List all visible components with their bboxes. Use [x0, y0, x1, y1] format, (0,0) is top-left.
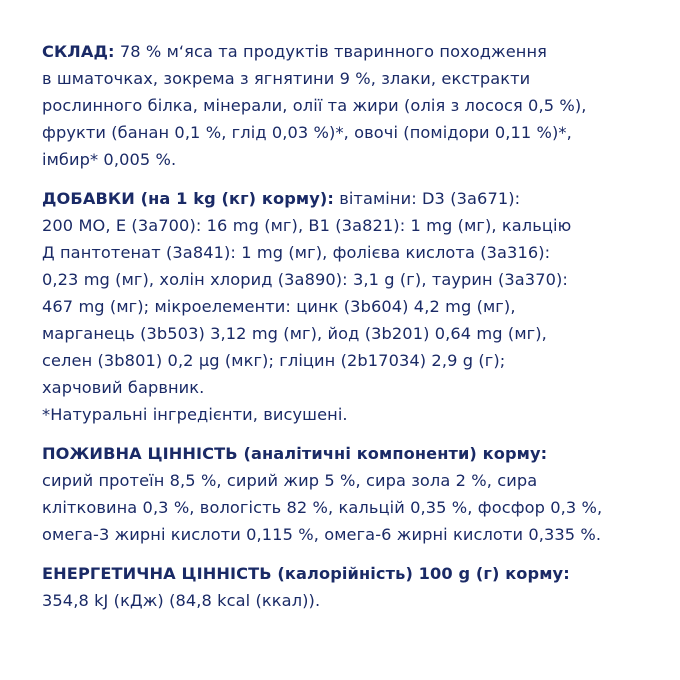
- additives-section: [42, 185, 662, 428]
- additives-line: [42, 266, 662, 293]
- composition-text: рослинного білка, мінерали, олії та жири (олія з лосося 0,5 %),: [42, 96, 587, 115]
- composition-line: [42, 119, 662, 146]
- additives-text: селен (3b801) 0,2 µg (мкг); гліцин (2b17034) 2,9 g (г);: [42, 351, 506, 370]
- composition-line: [42, 146, 662, 173]
- nutritional-text: омега-3 жирні кислоти 0,115 %, омега-6 жирні кислоти 0,335 %.: [42, 525, 602, 544]
- additives-text: марганець (3b503) 3,12 mg (мг), йод (3b201) 0,64 mg (мг),: [42, 324, 547, 343]
- composition-text: в шматочках, зокрема з ягнятини 9 %, злаки, екстракти: [42, 69, 531, 88]
- additives-text: Д пантотенат (3a841): 1 mg (мг), фолієва кислота (3a316):: [42, 243, 551, 262]
- additives-line: [42, 320, 662, 347]
- composition-text: фрукти (банан 0,1 %, глід 0,03 %)*, овочі (помідори 0,11 %)*,: [42, 123, 572, 142]
- footnote-natural-ingredients: [42, 401, 662, 428]
- composition-line: [42, 92, 662, 119]
- ingredient-label-text: [42, 38, 662, 626]
- nutritional-text: клітковина 0,3 %, вологість 82 %, кальцій 0,35 %, фосфор 0,3 %,: [42, 498, 603, 517]
- nutritional-line: [42, 521, 662, 548]
- composition-line: [42, 65, 662, 92]
- nutritional-heading: ПОЖИВНА ЦІННІСТЬ (аналітичні компоненти) корму:: [42, 444, 548, 463]
- additives-line: [42, 347, 662, 374]
- additives-line: [42, 212, 662, 239]
- additives-line: [42, 185, 662, 212]
- composition-line: [42, 38, 662, 65]
- additives-text: *Натуральні інгредієнти, висушені.: [42, 405, 348, 424]
- energy-heading: ЕНЕРГЕТИЧНА ЦІННІСТЬ (калорійність) 100 g (г) корму:: [42, 564, 570, 583]
- additives-text: харчовий барвник.: [42, 378, 205, 397]
- energy-text: 354,8 kJ (кДж) (84,8 kcal (ккал)).: [42, 591, 321, 610]
- additives-text: вітаміни: D3 (3a671):: [333, 189, 521, 208]
- additives-heading: ДОБАВКИ (на 1 kg (кг) корму):: [42, 189, 334, 208]
- nutritional-text: сирий протеїн 8,5 %, сирий жир 5 %, сира зола 2 %, сира: [42, 471, 538, 490]
- additives-text: 0,23 mg (мг), холін хлорид (3a890): 3,1 g (г), таурин (3a370):: [42, 270, 568, 289]
- nutritional-line: [42, 467, 662, 494]
- composition-section: [42, 38, 662, 173]
- additives-line: [42, 239, 662, 266]
- composition-text: 78 % м‘яса та продуктів тваринного походження: [114, 42, 547, 61]
- energy-line: [42, 560, 662, 587]
- nutritional-line: [42, 440, 662, 467]
- additives-text: 467 mg (мг); мікроелементи: цинк (3b604) 4,2 mg (мг),: [42, 297, 516, 316]
- additives-line: [42, 293, 662, 320]
- nutritional-value-section: [42, 440, 662, 548]
- energy-line: [42, 587, 662, 614]
- nutritional-line: [42, 494, 662, 521]
- energy-value-section: [42, 560, 662, 614]
- additives-line: [42, 374, 662, 401]
- composition-heading: СКЛАД:: [42, 42, 115, 61]
- additives-text: 200 МО, E (3a700): 16 mg (мг), B1 (3a821): 1 mg (мг), кальцію: [42, 216, 572, 235]
- composition-text: імбир* 0,005 %.: [42, 150, 177, 169]
